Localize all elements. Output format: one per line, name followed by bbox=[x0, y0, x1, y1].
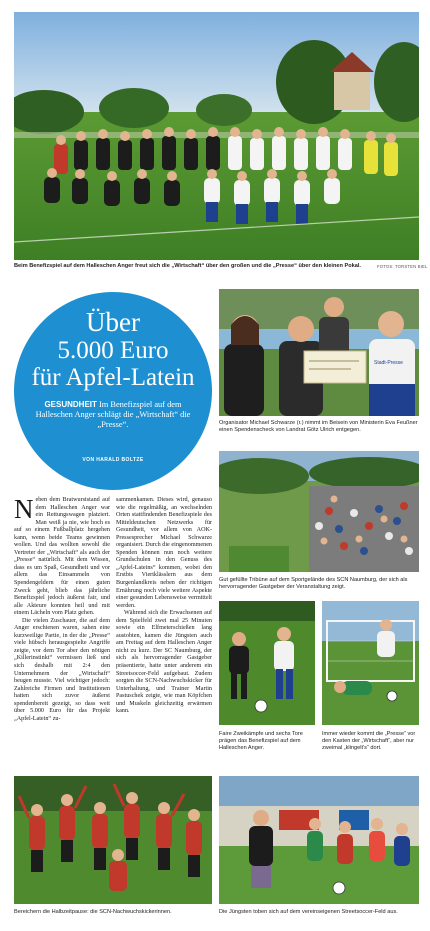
teaser bbox=[32, 400, 194, 430]
photo-credit: FOTOS: TORSTEN BIEL bbox=[377, 264, 428, 269]
caption-text: Beim Benefizspiel auf dem Halleschen Anger freut sich die „Wirtschaft“ über den großen und die „Presse“ über den kleinen Pokal. bbox=[14, 263, 361, 269]
paragraph bbox=[14, 494, 110, 618]
paragraph: Die vielen Zuschauer, die auf dem Anger erschienen waren, sahen eine kurzweilige Partie, in der die „Presse“ viele hübsch herausgespielte Angriffe zeigte, vor dem Tor aber den nötigen „Killerinstinkt“ vermissen ließ und sich deshalb mit 2:4 den Unternehmern der „Wirtschaft“ beugen musste. Viel wichtiger jedoch: Zahlreiche Firmen und Institutionen hatten sich zuvor äußerst spendenbereit gezeigt, so dass weit über 5.000 Euro für das Projekt „Apfel-Latein“ zu- bbox=[14, 617, 110, 722]
headline-circle bbox=[14, 292, 212, 490]
main-photo-caption bbox=[14, 263, 369, 270]
paragraph: sammenkamen. Dieses wird, genauso wie die regelmäßig, an wechselnden Orten stattfindenden Benefizspiele des Mitteldeutschen Netzwerks für Gesundheit, vor allem von AOK-Pressesprecher Michael Schwarze organisiert. Durch die eingenommenen Spenden können nun noch weitere Grundschulen in den Genuss des „Apfel-Lateins“ kommen, wobei den Erstbis Viertklässlern aus dem Burgenlandkreis neben der richtigen Ernährung noch viele weitere Aspekte einer gesunden Lebensweise vermittelt werden. bbox=[116, 497, 212, 609]
duel-caption: Faire Zweikämpfe und sechs Tore prägen das Benefizspiel auf dem Halleschen Anger. bbox=[219, 731, 303, 751]
check-caption: Organisator Michael Schwarze (r.) nimmt im Beisein von Ministerin Eva Feußner einen Spendenscheck von Landrat Götz Ulrich entgegen. bbox=[219, 420, 418, 433]
headline-line-1: Über bbox=[86, 307, 140, 337]
kicker: GESUNDHEIT bbox=[44, 400, 97, 409]
check-photo bbox=[219, 289, 419, 416]
keeper-photo bbox=[322, 601, 419, 725]
keeper-caption: Immer wieder kommt die „Presse“ vor den Kasten der „Wirtschaft“, aber nur zweimal „klingelt’s“ dort. bbox=[322, 731, 416, 751]
article-column-1 bbox=[14, 494, 110, 723]
dropcap: N bbox=[14, 494, 34, 524]
article-column-2 bbox=[116, 497, 212, 716]
teaser-text: Im Benefizspiel auf dem Halleschen Anger schlägt die „Wirtschaft“ die „Presse“. bbox=[35, 400, 191, 429]
crowd-photo bbox=[219, 451, 419, 572]
duel-photo bbox=[219, 601, 315, 725]
shirt-text: Stadt-Presse bbox=[374, 360, 403, 366]
streetsoccer-caption: Die Jüngsten toben sich auf dem vereinseigenen Streetsoccer-Feld aus. bbox=[219, 909, 398, 915]
paragraph-text: eben dem Bratwurststand auf dem Halleschen Anger war ein Rettungswagen platziert. Man weiß ja nie, wie hoch es auf so einem Fußballplatz hergehen kann, wenn beide Teams gewinnen wollen. Und das wollten sowohl die Vertreter der „Wirtschaft“ als auch der „Presse“ natürlich. Mit dem Wissen, dass es um Spaß, Gesundheit und vor allem das Einsammeln von Spendengeldern für einen guten Zweck geht, blieb das jährliche Benefizspiel jedoch äußerst fair, und alle Akteure konnten heil und mit einem Lächeln vom Platz gehen. bbox=[14, 497, 110, 617]
crowd-caption: Gut gefüllte Tribüne auf dem Sportgelände des SCN Naumburg, der sich als hervorragender Gastgeber der Veranstaltung zeigt. bbox=[219, 577, 408, 590]
streetsoccer-photo bbox=[219, 776, 419, 904]
headline-line-2: 5.000 Euro bbox=[57, 337, 169, 364]
cheer-photo bbox=[14, 776, 212, 904]
byline: VON HARALD BOLTZE bbox=[82, 457, 144, 463]
headline-line-3: für Apfel-Latein bbox=[31, 364, 195, 391]
team-photo bbox=[14, 12, 419, 260]
paragraph: Während sich die Erwachsenen auf dem Spielfeld zwei mal 25 Minuten sowie ein Elfmeterschießen lang austobten, kamen die Jüngsten auch am Freitag auf dem Halleschen Anger nicht zu kurz. Der SC Naumburg, der sich als hervorragender Gastgeber präsentierte, hatte unter anderem ein Streetsoccer-Feld aufgebaut. Zudem sorgten die SCN-Nachwuchskicker für Unterhaltung, und Trainer Martin Pastuschek zeigte, wie man Köpfchen und Muskeln gleichzeitig erwärmen kann. bbox=[116, 610, 212, 715]
cheer-caption: Bereichern die Halbzeitpause: die SCN-Nachwuchskickerinnen. bbox=[14, 909, 172, 915]
